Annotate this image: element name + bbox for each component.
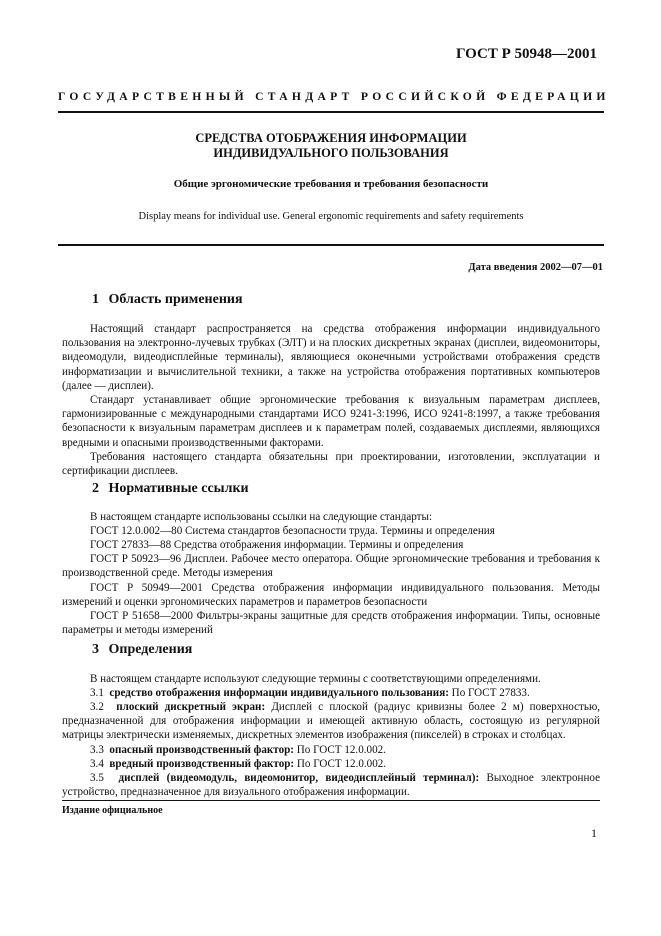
- section-number: 2: [92, 481, 99, 496]
- reference-item: ГОСТ 27833—88 Средства отображения информации. Термины и определения: [90, 539, 464, 551]
- section-1-paragraph-1: Настоящий стандарт распространяется на средства отображения информации индивидуального пользования на электронно-лучевых трубках (ЭЛТ) и на плоских дискретных экранах (дисплеи, видеомониторы, видеомодули, видеодисплейные терминалы), являющиеся оконечными устройствами отображения средств информатизации и вычислительной техники, а также на устройства отображения портативных компьютеров (далее — дисплеи).: [62, 323, 600, 392]
- section-1-paragraph-2: Стандарт устанавливает общие эргономические требования к визуальным параметрам дисплеев, гармонизированные с международными стандартами ИСО 9241-3:1996, ИСО 9241-8:1997, а также требования безопасности к визуальным параметрам дисплеев и к параметрам полей, создаваемых дисплеями, являющихся вредными и опасными производственными факторами.: [62, 394, 600, 449]
- definition-item: [62, 743, 600, 757]
- section-number: 1: [92, 292, 99, 307]
- section-1-paragraph-3: Требования настоящего стандарта обязательны при проектировании, изготовлении, эксплуатации и сертификации дисплеев.: [62, 451, 600, 478]
- english-title: Display means for individual use. General ergonomic requirements and safety requirements: [138, 211, 524, 222]
- standard-code: ГОСТ Р 50948—2001: [455, 46, 597, 62]
- definition-text: По ГОСТ 27833.: [448, 687, 530, 699]
- reference-item: ГОСТ Р 50923—96 Дисплеи. Рабочее место оператора. Общие эргономические требования и требования к производственной среде. Методы измерения: [62, 553, 600, 580]
- section-title: Определения: [108, 642, 193, 657]
- reference-item: ГОСТ Р 51658—2000 Фильтры-экраны защитные для средств отображения информации. Типы, основные параметры и методы измерений: [62, 610, 600, 637]
- definition-term: опасный производственный фактор:: [109, 744, 294, 756]
- definition-item: [62, 771, 600, 799]
- definition-number: 3.3: [90, 744, 104, 756]
- state-standard-heading: ГОСУДАРСТВЕННЫЙ СТАНДАРТ РОССИЙСКОЙ ФЕДЕРАЦИИ: [58, 90, 610, 103]
- definition-number: 3.4: [90, 758, 104, 770]
- section-title: Нормативные ссылки: [108, 481, 249, 496]
- page-number: 1: [591, 826, 597, 840]
- definition-text: Дисплей с плоской (радиус кривизны более 2 м) поверхностью, предназначенной для отображения информации и имеющей активную область, состоящую из регулярной матрицы электрически изменяемых, дискретных элементов изображения (пикселей) в строках и столбцах.: [62, 701, 601, 742]
- section-title: Область применения: [108, 292, 243, 307]
- official-edition-label: Издание официальное: [62, 805, 163, 816]
- section-2-intro: В настоящем стандарте использованы ссылки на следующие стандарты:: [90, 511, 433, 523]
- definition-term: вредный производственный фактор:: [109, 758, 295, 770]
- section-1-heading: [92, 292, 243, 308]
- definition-number: 3.5: [90, 772, 104, 784]
- introduction-date: Дата введения 2002—07—01: [468, 262, 603, 273]
- title-line-2: ИНДИВИДУАЛЬНОГО ПОЛЬЗОВАНИЯ: [213, 146, 449, 160]
- title-divider: [58, 244, 604, 246]
- definition-term: дисплей (видеомодуль, видеомонитор, видеодисплейный терминал):: [118, 772, 480, 784]
- definition-number: 3.2: [90, 701, 104, 713]
- definition-text: Выходное электронное устройство, предназначенное для визуального отображения информации.: [62, 772, 600, 799]
- header-divider: [58, 111, 604, 113]
- document-title: [58, 131, 604, 161]
- definition-text: По ГОСТ 12.0.002.: [294, 744, 386, 756]
- definition-item: [62, 686, 600, 700]
- section-2-heading: [92, 481, 249, 497]
- definition-item: [62, 700, 600, 743]
- section-number: 3: [92, 642, 99, 657]
- section-3-heading: [92, 642, 192, 658]
- definition-term: средство отображения информации индивидуального пользования:: [109, 687, 449, 699]
- definition-term: плоский дискретный экран:: [116, 701, 266, 713]
- reference-item: ГОСТ 12.0.002—80 Система стандартов безопасности труда. Термины и определения: [90, 525, 495, 537]
- document-subtitle: Общие эргономические требования и требования безопасности: [173, 178, 489, 190]
- definition-item: [62, 757, 600, 771]
- definition-number: 3.1: [90, 687, 104, 699]
- definition-text: По ГОСТ 12.0.002.: [294, 758, 387, 770]
- title-line-1: СРЕДСТВА ОТОБРАЖЕНИЯ ИНФОРМАЦИИ: [195, 131, 467, 145]
- footer-divider: [62, 800, 600, 801]
- reference-item: ГОСТ Р 50949—2001 Средства отображения информации индивидуального пользования. Методы измерений и оценки эргономических параметров и параметров безопасности: [62, 582, 600, 609]
- section-3-intro: В настоящем стандарте используют следующие термины с соответствующими определениями.: [90, 673, 541, 685]
